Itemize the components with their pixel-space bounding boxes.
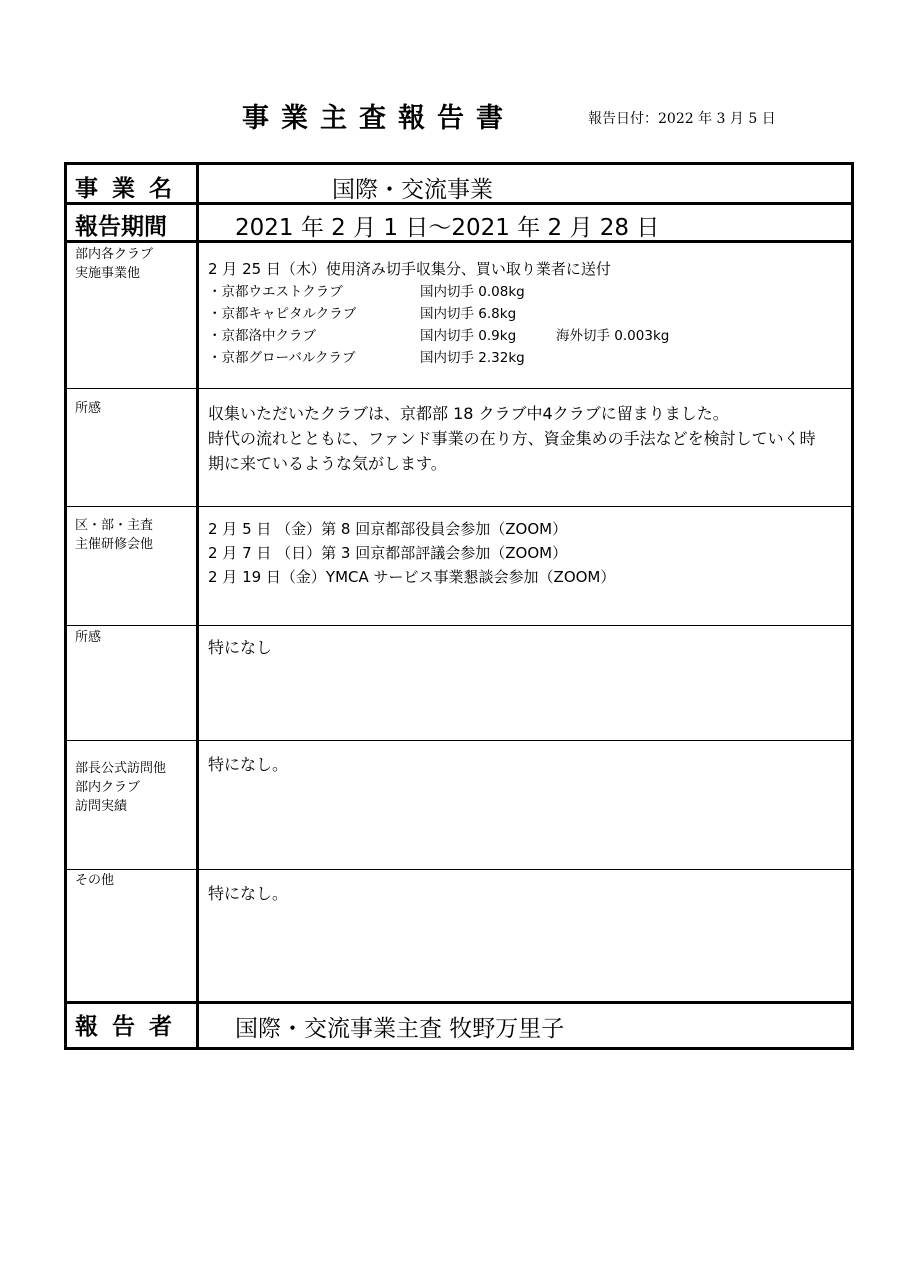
- club-row: [208, 325, 848, 347]
- text-line: 期に来ているような気がします。: [208, 454, 447, 473]
- club-domestic: 国内切手 2.32kg: [420, 350, 525, 366]
- district-training-content: [208, 517, 615, 589]
- document-title: 事業主査報告書: [242, 103, 515, 134]
- club-activities-content: [208, 257, 848, 369]
- label-line: 部内クラブ: [75, 780, 141, 795]
- label-project-name: 事業名: [75, 176, 186, 202]
- period-value: 2021 年 2 月 1 日～2021 年 2 月 28 日: [235, 215, 660, 241]
- club-foreign: 海外切手 0.003kg: [556, 328, 670, 344]
- club-row: [208, 303, 848, 325]
- label-impression-2: 所感: [75, 630, 102, 645]
- label-line: 実施事業他: [75, 266, 141, 281]
- club-name: ・京都洛中クラブ: [208, 328, 316, 344]
- label-period: 報告期間: [75, 214, 167, 240]
- impression-2-content: 特になし: [208, 638, 273, 657]
- label-line: 訪問実績: [75, 799, 128, 814]
- reporter-value: 国際・交流事業主査 牧野万里子: [235, 1016, 565, 1042]
- row-divider: [67, 625, 851, 626]
- club-row: [208, 347, 848, 369]
- club-name: ・京都グローバルクラブ: [208, 350, 356, 366]
- report-date: 報告日付：2022 年 3 月 5 日: [588, 111, 776, 127]
- row-divider: [67, 1001, 851, 1004]
- club-activities-heading: 2 月 25 日（木）使用済み切手収集分、買い取り業者に送付: [208, 260, 611, 278]
- text-line: 時代の流れとともに、ファンド事業の在り方、資金集めの手法などを検討していく時: [208, 429, 816, 448]
- club-name: ・京都キャピタルクラブ: [208, 306, 357, 322]
- club-row: [208, 281, 848, 303]
- text-line: 収集いただいたクラブは、京都部 18 クラブ中4クラブに留まりました。: [208, 404, 729, 423]
- club-name: ・京都ウエストクラブ: [208, 284, 343, 300]
- row-divider: [67, 869, 851, 870]
- text-line: 2 月 19 日（金）YMCA サービス事業懇談会参加（ZOOM）: [208, 568, 616, 586]
- column-divider: [196, 165, 199, 1047]
- project-name-value: 国際・交流事業: [332, 177, 493, 203]
- label-impression-1: 所感: [75, 401, 102, 416]
- row-divider: [67, 506, 851, 507]
- other-content: 特になし。: [208, 884, 289, 903]
- label-line: 部内各クラブ: [75, 247, 154, 262]
- report-form: [64, 162, 854, 1050]
- club-domestic: 国内切手 0.08kg: [420, 284, 525, 300]
- row-divider: [67, 388, 851, 389]
- label-line: 主催研修会他: [75, 537, 154, 552]
- text-line: 2 月 7 日 （日）第 3 回京都部評議会参加（ZOOM）: [208, 544, 568, 562]
- club-domestic: 国内切手 6.8kg: [420, 306, 517, 322]
- official-visits-content: 特になし。: [208, 755, 289, 774]
- label-line: 区・部・主査: [75, 518, 154, 533]
- label-official-visits: [75, 759, 166, 816]
- label-line: 部長公式訪問他: [75, 761, 167, 776]
- label-club-activities: [75, 245, 153, 283]
- impression-1-content: [208, 401, 816, 476]
- label-district-training: [75, 516, 153, 554]
- label-reporter: 報告者: [75, 1014, 186, 1040]
- row-divider: [67, 740, 851, 741]
- label-other: その他: [75, 873, 115, 888]
- club-domestic: 国内切手 0.9kg: [420, 328, 517, 344]
- text-line: 2 月 5 日 （金）第 8 回京都部役員会参加（ZOOM）: [208, 520, 568, 538]
